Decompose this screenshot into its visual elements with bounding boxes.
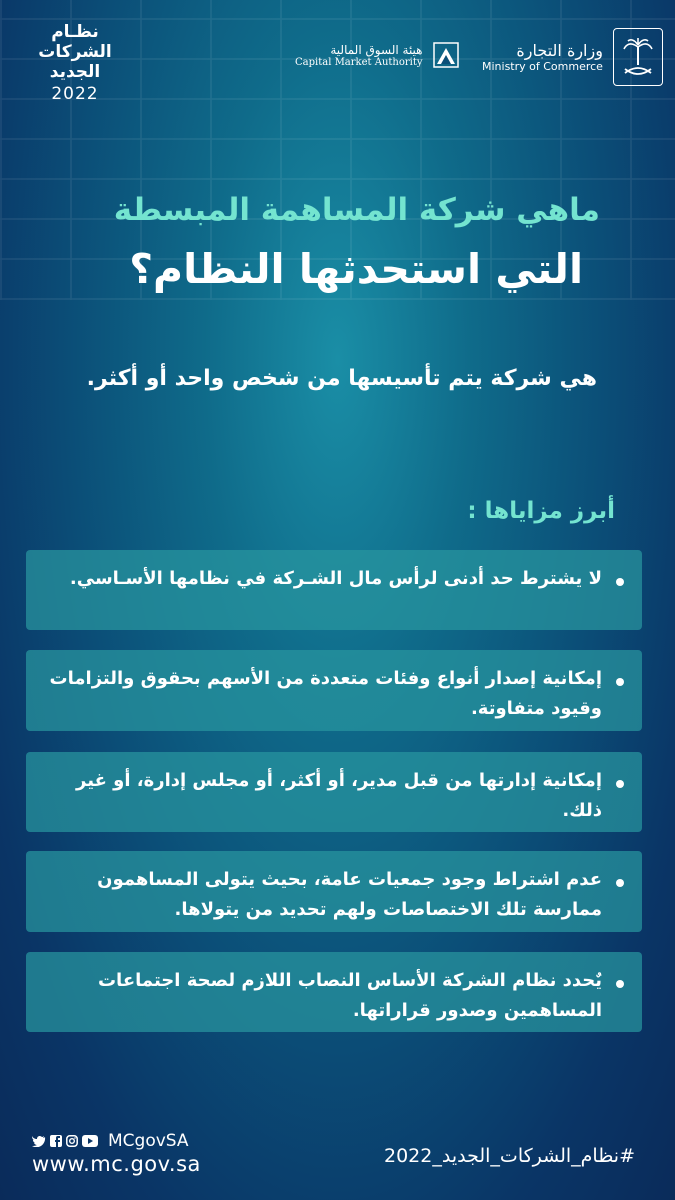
- campaign-year: 2022: [51, 84, 99, 104]
- cma-text: [295, 43, 423, 68]
- facebook-icon[interactable]: [50, 1135, 62, 1147]
- moc-name-en: Ministry of Commerce: [482, 60, 603, 73]
- feature-text: لا يشترط حد أدنى لرأس مال الشـركة في نظامها الأسـاسي.: [69, 568, 602, 589]
- title-question-line2: التي استحدثها النظام؟: [129, 245, 583, 293]
- bullet-icon: [616, 879, 624, 887]
- title-question-line1: ماهي شركة المساهمة المبسطة: [113, 192, 600, 228]
- cma-emblem-icon: [433, 42, 459, 68]
- bullet-icon: [616, 980, 624, 988]
- social-handle[interactable]: MCgovSA: [108, 1131, 189, 1151]
- website-link[interactable]: www.mc.gov.sa: [32, 1152, 201, 1176]
- campaign-hashtag: #نظام_الشركات_الجديد_2022: [384, 1145, 635, 1167]
- bullet-icon: [616, 578, 624, 586]
- instagram-icon[interactable]: [66, 1135, 78, 1147]
- feature-card: [26, 550, 642, 630]
- cma-name-en: Capital Market Authority: [295, 56, 423, 68]
- campaign-logo: [30, 22, 120, 104]
- definition-text: هي شركة يتم تأسيسها من شخص واحد أو أكثر.: [86, 366, 597, 391]
- moc-name-ar: وزارة التجارة: [516, 41, 603, 60]
- feature-card: [26, 650, 642, 731]
- feature-card: [26, 752, 642, 832]
- cma-logo: [295, 42, 459, 68]
- campaign-logo-line: نظـام: [51, 22, 99, 42]
- cma-name-ar: هيئة السوق المالية: [330, 42, 423, 57]
- feature-text: إمكانية إدارتها من قبل مدير، أو أكثر، أو مجلس إدارة، أو غير ذلك.: [76, 770, 602, 821]
- moc-text: [482, 41, 603, 73]
- campaign-logo-line: الشركات: [38, 42, 112, 62]
- feature-text: يٌحدد نظام الشركة الأساس النصاب اللازم لصحة اجتماعات المساهمين وصدور قراراتها.: [97, 970, 602, 1021]
- moc-logo: [482, 28, 663, 86]
- youtube-icon[interactable]: [82, 1135, 98, 1147]
- campaign-logo-line: الجديد: [49, 62, 101, 82]
- feature-card: [26, 952, 642, 1032]
- feature-card: [26, 851, 642, 932]
- palm-swords-emblem-icon: [620, 35, 656, 79]
- features-heading: أبرز مزاياها :: [467, 498, 615, 524]
- social-links: [32, 1131, 189, 1151]
- bullet-icon: [616, 780, 624, 788]
- feature-text: إمكانية إصدار أنواع وفئات متعددة من الأسهم بحقوق والتزامات وقيود متفاوتة.: [49, 668, 602, 719]
- twitter-icon[interactable]: [32, 1135, 46, 1147]
- moc-emblem-frame: [613, 28, 663, 86]
- bullet-icon: [616, 678, 624, 686]
- feature-text: عدم اشتراط وجود جمعيات عامة، بحيث يتولى المساهمون ممارسة تلك الاختصاصات ولهم تحديد من يتولاها.: [97, 869, 602, 920]
